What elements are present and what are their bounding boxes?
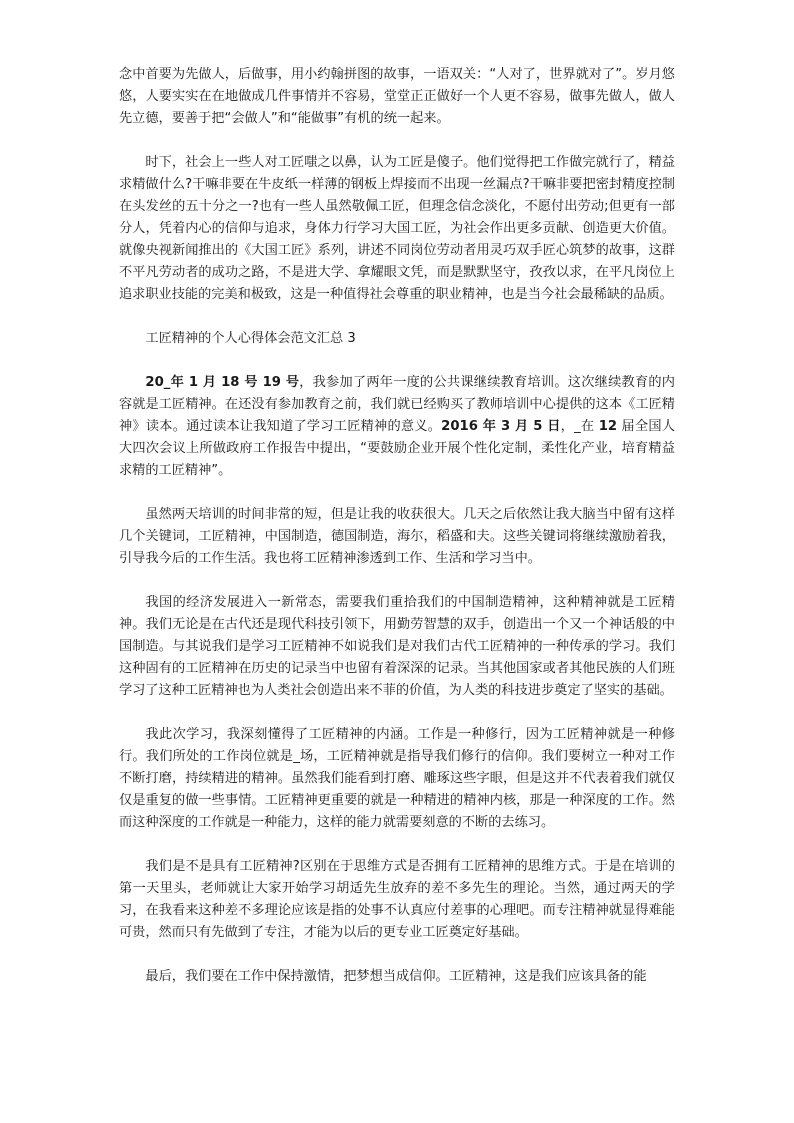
paragraph-spacer (119, 482, 675, 504)
paragraph-spacer (119, 944, 675, 966)
paragraph-2: 时下，社会上一些人对工匠嗤之以鼻，认为工匠是傻子。他们觉得把工作做完就行了，精益求精做什么?干嘛非要在牛皮纸一样薄的钢板上焊接而不出现一丝漏点?干嘛非要把密封精度控制在头发丝的五十分之一?也有一些人虽然敬佩工匠，但理念信念淡化，不愿付出劳动;但更有一部分人，凭着内心的信仰与追求，身体力行学习大国工匠，为社会作出更多贡献、创造更大价值。就像央视新闻推出的《大国工匠》系列，讲述不同岗位劳动者用灵巧双手匠心筑梦的故事，这群不平凡劳动者的成功之路，不是进大学、拿耀眼文凭，而是默默坚守，孜孜以求，在平凡岗位上追求职业技能的完美和极致，这是一种值得社会尊重的职业精神，也是当今社会最稀缺的品质。 (119, 155, 675, 302)
paragraph-spacer (119, 570, 675, 592)
paragraph-4: 虽然两天培训的时间非常的短，但是让我的收获很大。几天之后依然让我大脑当中留有这样几个关键词，工匠精神，中国制造，德国制造，海尔，稻盛和夫。这些关键词将继续激励着我，引导我今后的工作生活。我也将工匠精神渗透到工作、生活和学习当中。 (119, 507, 675, 566)
section-heading: 工匠精神的个人心得体会范文汇总 3 (145, 331, 356, 346)
report-date: 2016 年 3 月 5 日 (441, 419, 561, 434)
paragraph-spacer (119, 130, 675, 152)
paragraph-spacer (119, 702, 675, 724)
paragraph-3-tail: 届全国人大四次会议上所做政府工作报告中提出，“要鼓励企业开展个性化定制，柔性化产业，培育精益求精的工匠精神”。 (119, 419, 675, 478)
paragraph-3-mid: ，_在 (560, 419, 599, 434)
paragraph-3-text: ，我参加了两年一度的公共课继续教育培训。这次继续教育的内容就是工匠精神。在还没有参加教育之前，我们就已经购买了教师培训中心提供的这本《工匠精神》读本。通过读本让我知道了学习工匠精神的意义。 (119, 375, 675, 434)
paragraph-spacer (119, 834, 675, 856)
paragraph-6: 我此次学习，我深刻懂得了工匠精神的内涵。工作是一种修行，因为工匠精神就是一种修行。我们所处的工作岗位就是_场，工匠精神就是指导我们修行的信仰。我们要树立一种对工作不断打磨，持续精进的精神。虽然我们能看到打磨、雕琢这些字眼，但是这并不代表着我们就仅仅是重复的做一些事情。工匠精神更重要的就是一种精进的精神内核，那是一种深度的工作。然而这种深度的工作就是一种能力，这样的能力就需要刻意的不断的去练习。 (119, 727, 675, 830)
session-number: 12 (598, 419, 618, 434)
paragraph-3 (119, 372, 675, 482)
paragraph-8: 最后，我们要在工作中保持激情，把梦想当成信仰。工匠精神，这是我们应该具备的能 (145, 969, 647, 984)
paragraph-7: 我们是不是具有工匠精神?区别在于思维方式是否拥有工匠精神的思维方式。于是在培训的第一天里头，老师就让大家开始学习胡适先生放弃的差不多先生的理论。当然，通过两天的学习，在我看来这种差不多理论应该是指的处事不认真应付差事的心理吧。而专注精神就显得难能可贵，然而只有先做到了专注，才能为以后的更专业工匠奠定好基础。 (119, 859, 675, 940)
paragraph-spacer (119, 350, 675, 372)
paragraph-spacer (119, 306, 675, 328)
paragraph-5: 我国的经济发展进入一新常态，需要我们重拾我们的中国制造精神，这种精神就是工匠精神。我们无论是在古代还是现代科技引领下，用勤劳智慧的双手，创造出一个又一个神话般的中国制造。与其说我们是学习工匠精神不如说我们是对我们古代工匠精神的一种传承的学习。我们这种固有的工匠精神在历史的记录当中也留有着深深的记录。当其他国家或者其他民族的人们班学习了这种工匠精神也为人类社会创造出来不菲的价值，为人类的科技进步奠定了坚实的基础。 (119, 595, 675, 698)
training-date: 20_年 1 月 18 号 19 号 (145, 375, 300, 390)
document-body (119, 64, 675, 988)
paragraph-1: 念中首要为先做人，后做事，用小约翰拼图的故事，一语双关：“人对了，世界就对了”。岁月悠悠，人要实实在在地做成几件事情并不容易，堂堂正正做好一个人更不容易，做事先做人，做人先立德，要善于把“会做人”和“能做事”有机的统一起来。 (119, 67, 675, 126)
